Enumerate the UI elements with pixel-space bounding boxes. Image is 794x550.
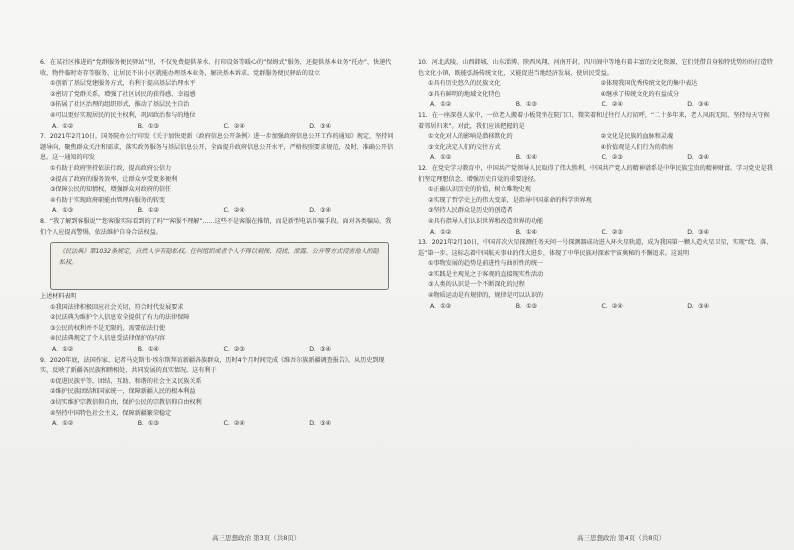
option: ①事物发展的趋势是前进性与曲折性的统一 xyxy=(428,260,544,268)
answer-d: D．③④ xyxy=(687,302,709,310)
answer-c: C．②④ xyxy=(601,101,623,109)
answer-choices xyxy=(40,345,395,356)
answer-b: B．①④ xyxy=(137,346,159,354)
answer-b: B．①④ xyxy=(515,154,537,162)
material-box: 《民法典》第1032条规定，自然人享有隐私权。任何组织或者个人不得以刺探、侵扰、泄露、公开等方式侵害他人的隐私权。 xyxy=(50,242,389,290)
question-6 xyxy=(40,58,395,132)
answer-b: B．①③ xyxy=(137,122,159,130)
answer-a: A．①② xyxy=(430,228,452,236)
answer-d: D．③④ xyxy=(309,420,331,428)
option: ①我国法律积极回应社会关切，符合时代发展要求 xyxy=(50,303,184,311)
question-stem: 11．在一座深巷人家中，一位老人搬着小板凳坐在院门口，微笑着和过往行人打招呼，“二十多年来，老人风雨无阻，坚持每天守候着邻居归来”。对此，我们应该把握的是 xyxy=(418,111,770,130)
answer-choices xyxy=(418,302,773,313)
answer-choices xyxy=(40,419,395,430)
answer-c: C．②③ xyxy=(601,228,623,236)
answer-a: A．①② xyxy=(52,420,74,428)
option: ④坚持中国特色社会主义，保障新疆繁荣稳定 xyxy=(50,409,172,417)
answer-b: B．①④ xyxy=(515,228,537,236)
answer-d: D．③④ xyxy=(309,346,331,354)
option: ③具有鲜明的地域文化特色 xyxy=(428,90,501,98)
answer-a: A．①② xyxy=(430,101,452,109)
option: ②提高了政府的服务效率，让群众享受更多便利 xyxy=(50,175,178,183)
option: ④价值观是人们行为的指南 xyxy=(600,143,673,151)
option: ①正确认识历史的价值，树立唯物史观 xyxy=(428,186,531,194)
option: ③保障公民的知情权，增强群众对政府的信任 xyxy=(50,186,172,194)
answer-c: C．②④ xyxy=(601,302,623,310)
answer-b: B．①③ xyxy=(515,101,537,109)
answer-a: A．①② xyxy=(430,302,452,310)
option: ②密切了党群关系，增强了社区居民的获得感、幸福感 xyxy=(50,90,196,98)
question-10 xyxy=(418,58,773,111)
question-stem: 8．“我了解到客服说”“您客服实际看到的了吗”“客服不理解”……这些不是客服在推销，而是新型电话诈骗手段。面对各类骗局，我们个人应提高警惕，依法维护自身合法权益。 xyxy=(40,217,392,236)
option: ③拓展了社区治理的组织形式，推动了基层民主自治 xyxy=(50,101,190,109)
answer-a: A．①② xyxy=(52,122,74,130)
question-stem: 13．2021年2月10日，中国首次火星探测任务天问一号探测器成功进入环火星轨道，成为我国第一颗人造火星卫星，实现“绕、落、巡”第一步。这标志着中国航天事业的伟大进步，体现了中华民族对探索宇宙奥秘的不懈追求。这说明 xyxy=(418,239,773,257)
answer-a: A．①③ xyxy=(52,207,74,215)
option: ②体现我国优秀传统文化的集中表达 xyxy=(600,80,698,88)
left-page xyxy=(40,58,395,430)
option: ③坚持人民群众是历史的创造者 xyxy=(428,207,513,215)
answer-c: C．②④ xyxy=(223,122,245,130)
answer-c: C．②③ xyxy=(601,154,623,162)
right-page xyxy=(418,58,773,312)
answer-choices xyxy=(418,228,773,239)
answer-c: C．②③ xyxy=(223,346,245,354)
answer-d: D．③④ xyxy=(309,207,331,215)
answer-choices xyxy=(418,100,773,111)
option: ②实现了哲学史上的伟大变革，是指导中国革命的科学世界观 xyxy=(428,196,592,204)
answer-d: D．③④ xyxy=(687,101,709,109)
answer-c: C．②④ xyxy=(223,420,245,428)
option: ①文化对人的影响是潜移默化的 xyxy=(428,133,513,141)
option: ④继承了传统文化的有益成分 xyxy=(600,90,679,98)
answer-d: D．③④ xyxy=(687,154,709,162)
question-stem: 上述材料表明 xyxy=(40,293,77,301)
answer-choices xyxy=(40,122,395,133)
option: ④物质运动是有规律的，规律是可以认识的 xyxy=(428,292,544,300)
option-grid xyxy=(418,132,773,153)
question-stem: 9．2020年底，法国作家、记者马克斯韦·埃尔斯拜访新疆各族群众，历时4个月时间完成《维吾尔族新疆调查报告》。从历史到现实，反映了新疆各民族和睦相处、共同发展的真实情况。这有利于 xyxy=(40,356,385,375)
question-stem: 12．在党史学习教育中，中国共产党领导人民取得了伟大胜利，中国共产党人的精神谱系是中华民族宝贵的精神财富。学习党史是我们坚定理想信念、增强历史自觉的重要途径。 xyxy=(418,164,773,183)
question-11 xyxy=(418,111,773,164)
answer-d: D．③④ xyxy=(309,122,331,130)
question-7 xyxy=(40,132,395,217)
answer-b: B．①② xyxy=(137,207,159,215)
option: ④可以更好实现居民的民主权利，巩固政治参与的地位 xyxy=(50,111,196,119)
answer-b: B．①③ xyxy=(137,420,159,428)
page-footer-left: 高三思想政治 第3页（共8页） xyxy=(212,534,301,542)
option: ③人类的认识是一个不断深化的过程 xyxy=(428,281,525,289)
answer-c: C．②④ xyxy=(223,207,245,215)
question-12 xyxy=(418,164,773,238)
question-stem: 6．在某社区推进的“党群服务便民驿站”里，不仅免费提供茶水、打印设备等暖心的“保姆式”服务，还提供基本业务“托办”、快递代收、物件临时寄存等服务，让居民不出小区就能办理基本业务，解决基本诉求。党群服务便民驿站的设立 xyxy=(40,59,392,77)
question-stem: 7．2021年2月10日，国务院办公厅印发《关于加快更新〈政府信息公开条例〉进一步加强政府信息公开工作的通知》规定，坚持问题导向，聚焦群众关注和需求，落实政务服务与基层信息公开，全面提升政府信息公开水平，严格按照要求规范，及时、准确公开信息。这一通知的印发 xyxy=(40,133,394,162)
option: ④具有指导人们认识世界和改造世界的功能 xyxy=(428,217,544,225)
option: ④有助于实现政府职能由管理向服务的转变 xyxy=(50,196,166,204)
question-13 xyxy=(418,238,773,312)
option: ③切实维护宗教信仰自由，保护公民的宗教信仰自由权利 xyxy=(50,399,202,407)
option: ④民法典规定了个人信息受法律保护的内容 xyxy=(50,335,166,343)
option: ③文化决定人们的交往方式 xyxy=(428,143,501,151)
answer-choices xyxy=(40,206,395,217)
option: ①具有历史悠久的民族文化 xyxy=(428,80,501,88)
option: ①有助于政府坚持依法行政，提高政府公信力 xyxy=(50,164,172,172)
option: ①促进民族平等，团结、互助、和谐的社会主义民族关系 xyxy=(50,377,202,385)
question-stem: 10．河北武陵、山西韩城、山东淄博、陕西凤翔、河南开封，四川阆中等地有着丰富的文化资源，它们凭借自身独特优势纷纷打造特色文化小镇，既能弘扬传统文化，又能促进当地经济发展，使居民受益。 xyxy=(418,59,773,77)
answer-b: B．①③ xyxy=(515,302,537,310)
answer-a: A．①② xyxy=(52,346,74,354)
answer-choices xyxy=(418,153,773,164)
answer-a: A．①② xyxy=(430,154,452,162)
option-grid xyxy=(418,79,773,100)
option: ②文化是民族的血脉和灵魂 xyxy=(600,133,673,141)
page-footer-right: 高三思想政治 第4页（共8页） xyxy=(577,534,666,542)
option: ②维护民族团结和国家统一，保障新疆人民的根本利益 xyxy=(50,388,196,396)
option: ③公民的权利并不是无限的，需要依法行使 xyxy=(50,324,166,332)
question-8 xyxy=(40,217,395,356)
answer-d: D．③④ xyxy=(687,228,709,236)
option: ②实践是主观见之于客观的直接现实性活动 xyxy=(428,270,544,278)
option: ①创新了基层党建服务方式，有利于提高基层治理水平 xyxy=(50,80,196,88)
option: ②民法典为维护个人信息安全提供了有力的法律保障 xyxy=(50,314,190,322)
question-9 xyxy=(40,356,395,430)
